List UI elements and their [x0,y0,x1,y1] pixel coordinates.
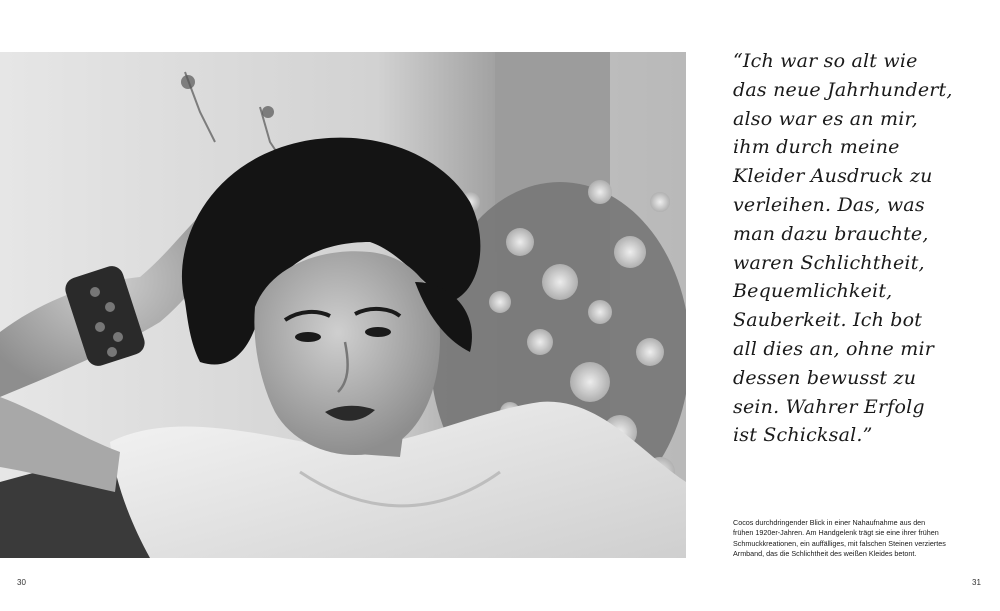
quote-line: “Ich war so alt wie [733,50,918,72]
quote-line: das neue Jahrhundert, [733,78,953,101]
quote-line: all dies an, ohne mir [733,337,935,360]
quote-line: verleihen. Das, was [733,193,925,216]
quote-line: Bequemlichkeit, [733,280,893,303]
quote-line: ihm durch meine [733,136,900,159]
portrait-photo-illustration [0,52,686,558]
caption-line: Schmuckkreationen, ein auffälliges, mit falschen Steinen verziertes [733,538,946,548]
quote-line: man dazu brauchte, [733,222,929,245]
quote-line: also war es an mir, [733,107,918,130]
page-number-right: 31 [972,578,981,587]
quote-text [733,47,973,450]
quote-line: dessen bewusst zu [733,366,917,389]
quote-line: waren Schlichtheit, [733,251,925,274]
portrait-photo [0,52,686,558]
quote-line: ist Schicksal.” [733,424,873,447]
quote-line: sein. Wahrer Erfolg [733,395,925,418]
photo-caption [733,518,978,560]
quote-line: Sauberkeit. Ich bot [733,309,923,332]
caption-line: frühen 1920er-Jahren. Am Handgelenk trägt sie eine ihrer frühen [733,528,939,538]
caption-line: Cocos durchdringender Blick in einer Nahaufnahme aus den [733,518,926,527]
caption-line: Armband, das die Schlichtheit des weißen Kleides betont. [733,549,917,559]
page-number-left: 30 [17,578,26,587]
quote-line: Kleider Ausdruck zu [733,165,933,188]
